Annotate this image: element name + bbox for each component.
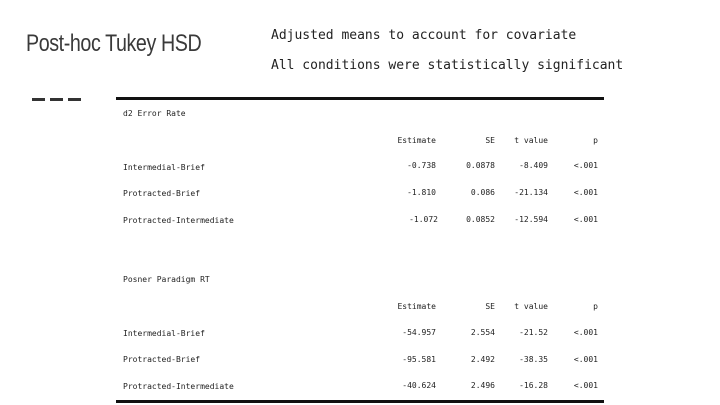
t-value-cell: -21.52 xyxy=(519,328,548,337)
column-header-p: p xyxy=(593,302,598,311)
note-significance: All conditions were statistically significant xyxy=(271,58,624,73)
column-header-se: SE xyxy=(485,136,495,145)
p-value-cell: <.001 xyxy=(573,355,598,364)
row-label: Protracted-Intermediate xyxy=(123,382,234,391)
column-header-estimate: Estimate xyxy=(397,302,436,311)
note-adjusted-means: Adjusted means to account for covariate xyxy=(271,28,577,43)
column-header-p: p xyxy=(593,136,598,145)
section-heading: d2 Error Rate xyxy=(123,109,186,118)
column-header-t-value: t value xyxy=(514,136,548,145)
estimate-cell: -95.581 xyxy=(402,355,436,364)
row-label: Protracted-Brief xyxy=(123,189,201,198)
column-header-se: SE xyxy=(485,302,495,311)
se-cell: 2.492 xyxy=(470,355,495,364)
t-value-cell: -8.409 xyxy=(519,161,548,170)
t-value-cell: -12.594 xyxy=(514,215,548,224)
row-label: Intermedial-Brief xyxy=(123,163,205,172)
se-cell: 0.086 xyxy=(470,188,495,197)
table-bottom-rule xyxy=(116,400,604,403)
p-value-cell: <.001 xyxy=(573,215,598,224)
t-value-cell: -16.28 xyxy=(519,381,548,390)
estimate-cell: -0.738 xyxy=(407,161,436,170)
t-value-cell: -21.134 xyxy=(514,188,548,197)
se-cell: 0.0852 xyxy=(466,215,495,224)
table-top-rule xyxy=(116,97,604,100)
row-label: Protracted-Brief xyxy=(123,355,201,364)
estimate-cell: -1.072 xyxy=(409,215,438,224)
estimate-cell: -54.957 xyxy=(402,328,436,337)
section-heading: Posner Paradigm RT xyxy=(123,275,210,284)
decorative-dashes xyxy=(32,98,81,101)
se-cell: 0.0878 xyxy=(466,161,495,170)
se-cell: 2.496 xyxy=(470,381,495,390)
se-cell: 2.554 xyxy=(470,328,495,337)
t-value-cell: -38.35 xyxy=(519,355,548,364)
column-header-estimate: Estimate xyxy=(397,136,436,145)
p-value-cell: <.001 xyxy=(573,161,598,170)
estimate-cell: -40.624 xyxy=(402,381,436,390)
slide-title: Post-hoc Tukey HSD xyxy=(26,30,202,57)
p-value-cell: <.001 xyxy=(573,328,598,337)
estimate-cell: -1.810 xyxy=(407,188,436,197)
p-value-cell: <.001 xyxy=(573,188,598,197)
row-label: Intermedial-Brief xyxy=(123,329,205,338)
p-value-cell: <.001 xyxy=(573,381,598,390)
row-label: Protracted-Intermediate xyxy=(123,216,234,225)
column-header-t-value: t value xyxy=(514,302,548,311)
